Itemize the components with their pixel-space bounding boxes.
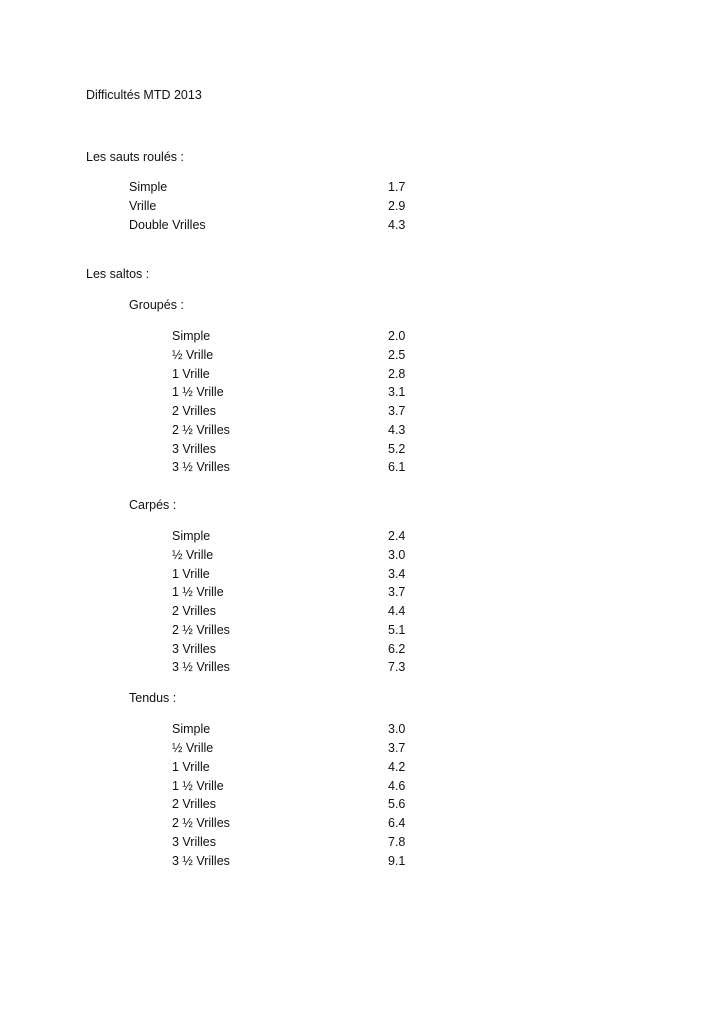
item-value: 4.4 bbox=[388, 604, 406, 618]
list-item bbox=[0, 330, 725, 344]
item-value: 7.3 bbox=[388, 660, 406, 674]
list-item bbox=[0, 643, 725, 657]
item-label: ½ Vrille bbox=[172, 548, 214, 562]
item-value: 1.7 bbox=[388, 180, 406, 194]
list-item bbox=[0, 661, 725, 675]
list-item bbox=[0, 586, 725, 600]
item-label: 3 ½ Vrilles bbox=[172, 660, 230, 674]
list-item bbox=[0, 349, 725, 363]
list-item bbox=[0, 605, 725, 619]
item-value: 4.3 bbox=[388, 218, 406, 232]
item-value: 3.7 bbox=[388, 404, 406, 418]
item-value: 4.3 bbox=[388, 423, 406, 437]
item-label: 2 ½ Vrilles bbox=[172, 623, 230, 637]
item-value: 4.6 bbox=[388, 779, 406, 793]
item-value: 3.7 bbox=[388, 741, 406, 755]
item-value: 2.8 bbox=[388, 367, 406, 381]
item-label: 2 Vrilles bbox=[172, 404, 216, 418]
item-value: 7.8 bbox=[388, 835, 406, 849]
item-value: 9.1 bbox=[388, 854, 406, 868]
list-item bbox=[0, 219, 725, 233]
item-label: 2 Vrilles bbox=[172, 797, 216, 811]
list-item bbox=[0, 549, 725, 563]
item-value: 2.4 bbox=[388, 529, 406, 543]
document-title: Difficultés MTD 2013 bbox=[86, 88, 202, 102]
list-item bbox=[0, 443, 725, 457]
item-label: 2 ½ Vrilles bbox=[172, 423, 230, 437]
item-label: 1 Vrille bbox=[172, 367, 210, 381]
list-item bbox=[0, 424, 725, 438]
list-item bbox=[0, 761, 725, 775]
item-value: 3.0 bbox=[388, 722, 406, 736]
item-value: 6.4 bbox=[388, 816, 406, 830]
item-label: 1 ½ Vrille bbox=[172, 779, 224, 793]
item-label: 3 Vrilles bbox=[172, 442, 216, 456]
item-value: 4.2 bbox=[388, 760, 406, 774]
item-label: 3 Vrilles bbox=[172, 835, 216, 849]
item-label: Simple bbox=[172, 329, 211, 343]
item-label: ½ Vrille bbox=[172, 348, 214, 362]
item-value: 2.5 bbox=[388, 348, 406, 362]
list-item bbox=[0, 836, 725, 850]
list-item bbox=[0, 780, 725, 794]
item-label: Simple bbox=[172, 529, 211, 543]
list-item bbox=[0, 368, 725, 382]
item-label: Simple bbox=[129, 180, 168, 194]
item-label: Simple bbox=[172, 722, 211, 736]
item-value: 5.1 bbox=[388, 623, 406, 637]
item-value: 6.2 bbox=[388, 642, 406, 656]
list-item bbox=[0, 405, 725, 419]
item-label: 2 Vrilles bbox=[172, 604, 216, 618]
item-value: 3.0 bbox=[388, 548, 406, 562]
list-item bbox=[0, 798, 725, 812]
item-value: 2.9 bbox=[388, 199, 406, 213]
item-value: 5.6 bbox=[388, 797, 406, 811]
item-value: 3.7 bbox=[388, 585, 406, 599]
subsection-heading-carpes: Carpés : bbox=[129, 498, 177, 512]
item-value: 5.2 bbox=[388, 442, 406, 456]
list-item bbox=[0, 461, 725, 475]
item-value: 2.0 bbox=[388, 329, 406, 343]
subsection-heading-groupes: Groupés : bbox=[129, 298, 184, 312]
list-item bbox=[0, 742, 725, 756]
item-value: 3.1 bbox=[388, 385, 406, 399]
section-heading-sauts-roules: Les sauts roulés : bbox=[86, 150, 184, 164]
list-item bbox=[0, 723, 725, 737]
item-label: 1 Vrille bbox=[172, 567, 210, 581]
item-value: 3.4 bbox=[388, 567, 406, 581]
item-label: 3 Vrilles bbox=[172, 642, 216, 656]
item-label: 3 ½ Vrilles bbox=[172, 854, 230, 868]
item-value: 6.1 bbox=[388, 460, 406, 474]
item-label: 1 Vrille bbox=[172, 760, 210, 774]
list-item bbox=[0, 568, 725, 582]
item-label: 2 ½ Vrilles bbox=[172, 816, 230, 830]
item-label: ½ Vrille bbox=[172, 741, 214, 755]
list-item bbox=[0, 181, 725, 195]
list-item bbox=[0, 386, 725, 400]
list-item bbox=[0, 624, 725, 638]
list-item bbox=[0, 530, 725, 544]
subsection-heading-tendus: Tendus : bbox=[129, 691, 177, 705]
list-item bbox=[0, 817, 725, 831]
item-label: Vrille bbox=[129, 199, 157, 213]
item-label: 3 ½ Vrilles bbox=[172, 460, 230, 474]
list-item bbox=[0, 855, 725, 869]
section-heading-saltos: Les saltos : bbox=[86, 267, 150, 281]
item-label: 1 ½ Vrille bbox=[172, 385, 224, 399]
item-label: 1 ½ Vrille bbox=[172, 585, 224, 599]
item-label: Double Vrilles bbox=[129, 218, 206, 232]
list-item bbox=[0, 200, 725, 214]
